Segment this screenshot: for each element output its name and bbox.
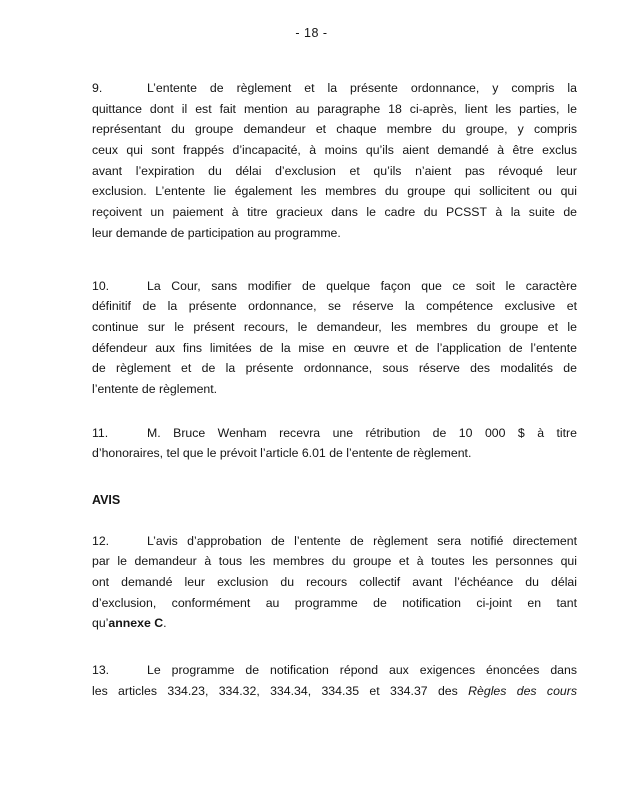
text-segment: de règlement et de la présente ordonnance, sous réserve des modalités de <box>92 361 577 376</box>
paragraph-9 <box>92 78 577 244</box>
text-segment: les articles 334.23, 334.32, 334.34, 334.35 et 334.37 des <box>92 683 469 698</box>
paragraph-line <box>92 613 577 634</box>
paragraph-number: 11. <box>92 425 109 440</box>
paragraph-line <box>92 338 577 359</box>
paragraph-13 <box>92 660 577 701</box>
paragraph-number: 10. <box>92 278 110 293</box>
text-segment: exclusion. L’entente lie également les membres du groupe qui sollicitent ou qui <box>92 184 577 199</box>
text-segment: L’avis d’approbation de l’entente de règlement sera notifié directement <box>147 533 577 548</box>
text-segment: définitif de la présente ordonnance, se réserve la compétence exclusive et <box>92 299 577 314</box>
paragraph-number: 13. <box>92 663 110 678</box>
paragraph-line <box>92 358 577 379</box>
paragraph-line <box>92 551 577 572</box>
paragraph-10 <box>92 276 577 400</box>
paragraph-line <box>92 119 577 140</box>
text-segment: reçoivent un paiement à titre gracieux dans le cadre du PCSST à la suite de <box>92 205 577 220</box>
text-segment: d’honoraires, tel que le prévoit l’article 6.01 de l’entente de règlement. <box>92 446 472 461</box>
paragraph-line <box>92 202 577 223</box>
text-segment: Le programme de notification répond aux exigences énoncées dans <box>147 663 577 678</box>
paragraph-line <box>92 379 577 400</box>
page-number-header: - 18 - <box>295 26 328 40</box>
text-segment: l’entente de règlement. <box>92 381 218 396</box>
text-segment: défendeur aux fins limitées de la mise en œuvre et de l’application de l’entente <box>92 340 577 355</box>
paragraph-line <box>92 181 577 202</box>
paragraph-line <box>92 140 577 161</box>
text-segment: M. Bruce Wenham recevra une rétribution de 10 000 $ à titre <box>147 425 577 440</box>
text-segment: La Cour, sans modifier de quelque façon que ce soit le caractère <box>147 278 577 293</box>
paragraph-line <box>92 681 577 702</box>
text-segment: L’entente de règlement et la présente ordonnance, y compris la <box>147 81 577 95</box>
paragraph-line <box>92 317 577 338</box>
text-segment: qu’ <box>92 616 109 631</box>
document-body <box>92 0 577 702</box>
paragraph-line <box>92 223 577 244</box>
paragraph-line <box>92 276 577 297</box>
text-segment: Règles des cours <box>468 683 577 698</box>
text-segment: quittance dont il est fait mention au paragraphe 18 ci-après, lient les parties, le <box>92 101 577 116</box>
text-segment: annexe C <box>108 616 164 631</box>
paragraph-line <box>92 296 577 317</box>
paragraph-11 <box>92 423 577 464</box>
paragraph-number: 12. <box>92 533 110 548</box>
paragraph-line <box>92 161 577 182</box>
paragraph-number: 9. <box>92 81 103 95</box>
text-segment: . <box>163 616 167 631</box>
section-heading: AVIS <box>92 493 121 507</box>
paragraph-line <box>92 531 577 552</box>
paragraph-line <box>92 78 577 99</box>
paragraph-line <box>92 99 577 120</box>
paragraph-line <box>92 423 577 444</box>
paragraph-12 <box>92 531 577 634</box>
text-segment: d’exclusion, conformément au programme de notification ci-joint en tant <box>92 595 577 610</box>
text-segment: ont demandé leur exclusion du recours collectif avant l’échéance du délai <box>92 575 577 590</box>
text-segment: avant l’expiration du délai d’exclusion et qu’ils n’aient pas révoqué leur <box>92 163 577 178</box>
text-segment: par le demandeur à tous les membres du groupe et à toutes les personnes qui <box>92 554 577 569</box>
text-segment: continue sur le présent recours, le demandeur, les membres du groupe et le <box>92 319 577 334</box>
paragraph-line <box>92 443 577 464</box>
paragraph-line <box>92 593 577 614</box>
text-segment: leur demande de participation au programme. <box>92 225 341 240</box>
paragraph-line <box>92 660 577 681</box>
text-segment: ceux qui sont frappés d’incapacité, à moins qu’ils aient demandé à être exclus <box>92 143 577 158</box>
text-segment: représentant du groupe demandeur et chaque membre du groupe, y compris <box>92 122 577 137</box>
paragraph-line <box>92 572 577 593</box>
